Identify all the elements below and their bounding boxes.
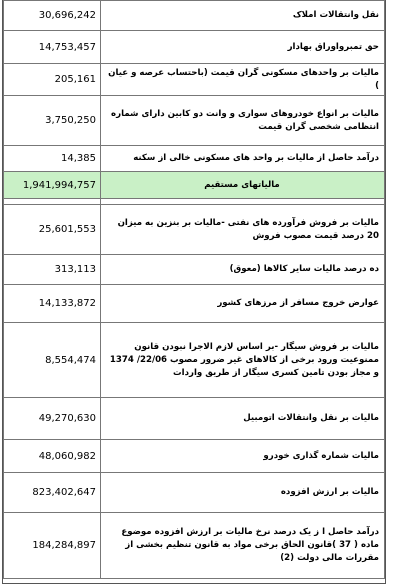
table-row xyxy=(4,31,385,64)
label-cell: عوارض خروج مسافر از مرزهای کشور xyxy=(101,285,385,323)
amount-cell: 313,113 xyxy=(4,255,101,285)
label-cell: درآمد حاصل ا ز یک درصد نرخ مالیات بر ارزش افزوده موضوع ماده ( 37 )قانون الحاق برخی مواد به قانون تنظیم بخشی از مقررات مالی دولت (2) xyxy=(101,513,385,579)
table-row xyxy=(4,398,385,440)
amount-cell: 205,161 xyxy=(4,64,101,96)
amount-cell: 823,402,647 xyxy=(4,473,101,513)
label-cell: مالیات بر واحدهای مسکونی گران قیمت (باحتساب عرصه و عیان ) xyxy=(101,64,385,96)
label-cell: ده درصد مالیات سایر کالاها (معوق) xyxy=(101,255,385,285)
table-row xyxy=(4,473,385,513)
label-cell: مالیاتهای مستقیم xyxy=(101,172,385,199)
amount-cell: 30,696,242 xyxy=(4,1,101,31)
table-row xyxy=(4,255,385,285)
table-row xyxy=(4,146,385,172)
amount-cell: 48,060,982 xyxy=(4,440,101,473)
table-row xyxy=(4,205,385,255)
table-row xyxy=(4,64,385,96)
amount-cell: 184,284,897 xyxy=(4,513,101,579)
label-cell: حق تمبرواوراق بهادار xyxy=(101,31,385,64)
amount-cell: 14,385 xyxy=(4,146,101,172)
label-cell: نقل وانتقالات املاک xyxy=(101,1,385,31)
label-cell: مالیات شماره گذاری خودرو xyxy=(101,440,385,473)
table-row xyxy=(4,285,385,323)
amount-cell: 3,750,250 xyxy=(4,96,101,146)
table-row xyxy=(4,440,385,473)
amount-cell: 14,753,457 xyxy=(4,31,101,64)
amount-cell: 1,941,994,757 xyxy=(4,172,101,199)
label-cell: مالیات بر فروش سیگار -بر اساس لازم الاجرا نبودن قانون ممنوعیت ورود برخی از کالاهای غیر ضرور مصوب 22/06/ 1374 و مجاز بودن تامین کسری سیگار از طریق واردات xyxy=(101,323,385,398)
label-cell: مالیات بر فروش فرآورده های نفتی -مالیات بر بنزین به میزان 20 درصد قیمت مصوب فروش xyxy=(101,205,385,255)
table-row xyxy=(4,1,385,31)
label-cell: مالیات بر نقل وانتقالات اتومبیل xyxy=(101,398,385,440)
tax-revenue-table xyxy=(3,0,385,579)
table-row-highlighted xyxy=(4,172,385,199)
table-row xyxy=(4,513,385,579)
amount-cell: 25,601,553 xyxy=(4,205,101,255)
label-cell: درآمد حاصل از مالیات بر واحد های مسکونی خالی از سکنه xyxy=(101,146,385,172)
amount-cell: 49,270,630 xyxy=(4,398,101,440)
label-cell: مالیات بر ارزش افزوده xyxy=(101,473,385,513)
table-row xyxy=(4,323,385,398)
table-row xyxy=(4,96,385,146)
label-cell: مالیات بر انواع خودروهای سواری و وانت دو کابین دارای شماره انتظامی شخصی گران قیمت xyxy=(101,96,385,146)
amount-cell: 8,554,474 xyxy=(4,323,101,398)
amount-cell: 14,133,872 xyxy=(4,285,101,323)
tax-revenue-table-frame xyxy=(2,0,386,584)
